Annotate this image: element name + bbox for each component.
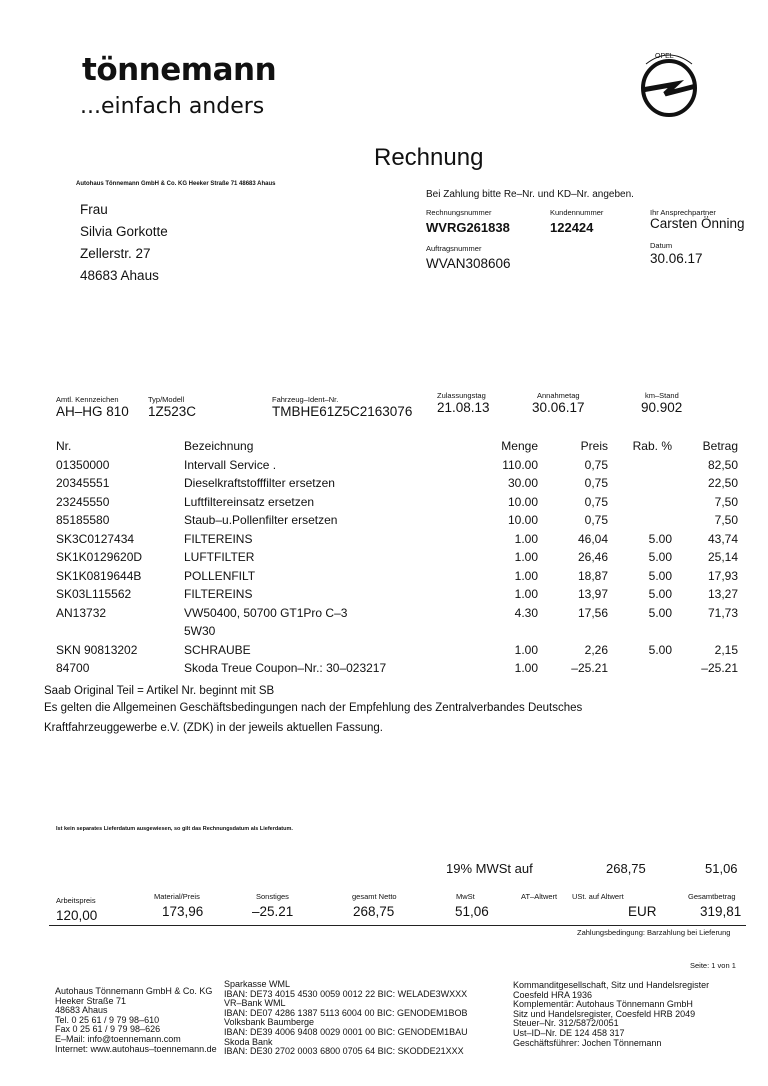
item-price — [538, 622, 608, 641]
vat-base-amount: 268,75 — [606, 861, 646, 876]
col-header-price: Preis — [580, 439, 608, 454]
recipient-city: 48683 Ahaus — [80, 268, 159, 283]
table-row — [56, 567, 738, 586]
item-quantity: 30.00 — [507, 476, 538, 491]
item-quantity: 4.30 — [514, 605, 538, 620]
item-discount — [608, 511, 672, 530]
vat-total-label: MwSt — [456, 892, 475, 901]
vehicle-type-label: Typ/Modell — [148, 395, 185, 404]
item-amount: 13,27 — [707, 587, 738, 602]
footer-legal-info: Kommanditgesellschaft, Sitz und Handelsregister Coesfeld HRA 1936 Komplementär: Autohaus Tönnemann GmbH Sitz und Handelsregister, Coesfeld HRB 2049 Steuer–Nr. 312/5872/0051 Ust–ID–Nr. DE 124 458 317 Geschäftsführer: Jochen Tönnemann — [513, 980, 710, 1048]
table-row — [56, 493, 738, 512]
item-amount: 7,50 — [714, 494, 738, 509]
material-price: 173,96 — [162, 904, 204, 919]
customer-number: 122424 — [550, 220, 594, 235]
item-discount — [608, 456, 672, 475]
company-slogan: ...einfach anders — [80, 94, 265, 119]
item-price: 0,75 — [584, 476, 608, 491]
item-discount: 5.00 — [648, 605, 672, 620]
table-row — [56, 548, 738, 567]
item-price: 0,75 — [584, 513, 608, 528]
company-logo-name: tönnemann — [82, 52, 277, 88]
col-header-discount: Rab. % — [632, 439, 672, 454]
payment-terms: Zahlungsbedingung: Barzahlung bei Lieferung — [577, 928, 731, 937]
core-value-vat-label: USt. auf Altwert — [572, 892, 624, 901]
invoice-date-label: Datum — [650, 241, 673, 250]
terms-note-line-1: Es gelten die Allgemeinen Geschäftsbedingungen nach der Empfehlung des Zentralverbandes Deutsches — [44, 702, 583, 714]
item-price: 13,97 — [577, 587, 608, 602]
item-amount — [672, 622, 738, 641]
item-nr: 01350000 — [56, 457, 110, 472]
opel-logo-text: OPEL — [655, 53, 674, 60]
item-discount — [608, 474, 672, 493]
col-header-description: Bezeichnung — [184, 439, 254, 454]
item-description: Staub–u.Pollenfilter ersetzen — [184, 513, 338, 528]
item-description: LUFTFILTER — [184, 550, 255, 565]
footer-company-address: Autohaus Tönnemann GmbH & Co. KG Heeker Straße 71 48683 Ahaus Tel. 0 25 61 / 9 79 98–610 Fax 0 25 61 / 9 79 98–626 E–Mail: info@toennemann.com Internet: www.autohaus–toennemann.de — [55, 986, 217, 1054]
col-header-quantity: Menge — [501, 439, 538, 454]
item-nr: 23245550 — [56, 494, 110, 509]
mileage: 90.902 — [641, 400, 683, 415]
item-description: Skoda Treue Coupon–Nr.: 30–023217 — [184, 661, 387, 676]
item-discount — [608, 622, 672, 641]
currency: EUR — [628, 904, 657, 919]
item-amount: 22,50 — [707, 476, 738, 491]
item-nr — [56, 622, 184, 641]
col-header-amount: Betrag — [702, 439, 738, 454]
item-quantity: 1.00 — [514, 550, 538, 565]
item-price: 46,04 — [577, 531, 608, 546]
contact-person-label: Ihr Ansprechpartner — [650, 208, 716, 217]
item-quantity: 10.00 — [507, 513, 538, 528]
recipient-name: Silvia Gorkotte — [80, 224, 168, 239]
item-discount: 5.00 — [648, 642, 672, 657]
order-number-label: Auftragsnummer — [426, 244, 482, 253]
item-discount: 5.00 — [648, 550, 672, 565]
item-price: 0,75 — [584, 457, 608, 472]
item-quantity: 1.00 — [514, 568, 538, 583]
labor-price: 120,00 — [56, 908, 98, 923]
core-value-label: AT–Altwert — [521, 892, 558, 901]
vehicle-type: 1Z523C — [148, 404, 197, 419]
table-row — [56, 530, 738, 549]
sender-line: Autohaus Tönnemann GmbH & Co. KG Heeker Straße 71 48683 Ahaus — [76, 181, 276, 187]
invoice-date: 30.06.17 — [650, 251, 703, 266]
item-quantity: 1.00 — [514, 531, 538, 546]
vehicle-ident-label: Fahrzeug–Ident–Nr. — [272, 395, 339, 404]
item-amount: 2,15 — [714, 642, 738, 657]
grand-total-label: Gesamtbetrag — [688, 892, 736, 901]
grand-total: 319,81 — [700, 904, 742, 919]
item-quantity — [484, 622, 538, 641]
page-number: Seite: 1 von 1 — [690, 961, 736, 970]
registration-date: 21.08.13 — [437, 400, 490, 415]
delivery-date-note: Ist kein separates Lieferdatum ausgewiesen, so gilt das Rechnungsdatum als Lieferdatum. — [56, 826, 293, 832]
item-discount — [608, 659, 672, 678]
item-nr: 84700 — [56, 661, 90, 676]
vehicle-ident: TMBHE61Z5C2163076 — [272, 404, 413, 419]
item-discount: 5.00 — [648, 531, 672, 546]
item-nr: SK3C0127434 — [56, 531, 135, 546]
acceptance-date: 30.06.17 — [532, 400, 585, 415]
saab-note: Saab Original Teil = Artikel Nr. beginnt mit SB — [44, 685, 275, 697]
labor-price-label: Arbeitspreis — [56, 896, 96, 905]
table-row — [56, 474, 738, 493]
vat-total: 51,06 — [455, 904, 489, 919]
other-amount: –25.21 — [252, 904, 294, 919]
item-amount: 7,50 — [714, 513, 738, 528]
license-plate-label: Amtl. Kennzeichen — [56, 395, 119, 404]
item-nr: AN13732 — [56, 605, 107, 620]
item-nr: SK1K0129620D — [56, 550, 143, 565]
table-header-row — [56, 437, 738, 456]
item-amount: 17,93 — [707, 568, 738, 583]
item-quantity: 1.00 — [514, 661, 538, 676]
material-price-label: Material/Preis — [154, 892, 200, 901]
vat-amount: 51,06 — [705, 861, 738, 876]
mileage-label: km–Stand — [645, 391, 679, 400]
item-nr: SKN 90813202 — [56, 642, 138, 657]
item-nr: 20345551 — [56, 476, 110, 491]
footer-bank-details: Sparkasse WML IBAN: DE73 4015 4530 0059 0012 22 BIC: WELADE3WXXX VR–Bank WML IBAN: DE07 4286 1387 5113 6004 00 BIC: GENODEM1BOB Volksbank Baumberge IBAN: DE39 4006 9408 0029 0001 00 BIC: GENODEM1BAU Skoda Bank IBAN: DE30 2702 0003 6800 0705 64 BIC: SKODDE21XXX — [224, 979, 468, 1057]
item-description: Dieselkraftstofffilter ersetzen — [184, 476, 335, 491]
item-price: 0,75 — [584, 494, 608, 509]
payment-reference-note: Bei Zahlung bitte Re–Nr. und KD–Nr. angeben. — [426, 189, 634, 200]
contact-person: Carsten Önning — [650, 216, 745, 231]
item-description: 5W30 — [184, 624, 216, 639]
item-description: POLLENFILT — [184, 568, 256, 583]
item-description: VW50400, 50700 GT1Pro C–3 — [184, 605, 348, 620]
item-amount: 43,74 — [707, 531, 738, 546]
item-quantity: 110.00 — [502, 457, 538, 472]
vat-rate-label: 19% MWSt auf — [446, 861, 533, 876]
net-total-label: gesamt Netto — [352, 892, 397, 901]
opel-logo-icon — [632, 40, 706, 122]
invoice-items-table — [56, 437, 738, 678]
recipient-street: Zellerstr. 27 — [80, 246, 151, 261]
order-number: WVAN308606 — [426, 256, 511, 271]
item-quantity: 1.00 — [514, 642, 538, 657]
item-nr: SK1K0819644B — [56, 568, 142, 583]
table-row — [56, 622, 738, 641]
customer-number-label: Kundennummer — [550, 208, 604, 217]
invoice-number: WVRG261838 — [426, 220, 510, 235]
item-price: 17,56 — [577, 605, 608, 620]
table-row — [56, 456, 738, 475]
other-label: Sonstiges — [256, 892, 289, 901]
item-price: 2,26 — [584, 642, 608, 657]
item-description: SCHRAUBE — [184, 642, 251, 657]
license-plate: AH–HG 810 — [56, 404, 129, 419]
table-row — [56, 659, 738, 678]
invoice-number-label: Rechnungsnummer — [426, 208, 492, 217]
table-row — [56, 641, 738, 660]
item-price: 18,87 — [577, 568, 608, 583]
acceptance-date-label: Annahmetag — [537, 391, 580, 400]
recipient-salutation: Frau — [80, 202, 108, 217]
item-description: FILTEREINS — [184, 531, 253, 546]
col-header-nr: Nr. — [56, 439, 72, 454]
document-title: Rechnung — [374, 144, 484, 171]
item-price: –25.21 — [571, 661, 608, 676]
item-nr: SK03L115562 — [56, 587, 132, 602]
registration-date-label: Zulassungstag — [437, 391, 486, 400]
item-nr: 85185580 — [56, 513, 110, 528]
net-total: 268,75 — [353, 904, 395, 919]
item-discount: 5.00 — [648, 587, 672, 602]
terms-note-line-2: Kraftfahrzeuggewerbe e.V. (ZDK) in der jeweils aktuellen Fassung. — [44, 722, 383, 734]
item-quantity: 10.00 — [507, 494, 538, 509]
item-description: Intervall Service . — [184, 457, 277, 472]
item-amount: –25.21 — [701, 661, 738, 676]
item-amount: 25,14 — [707, 550, 738, 565]
table-row — [56, 511, 738, 530]
item-discount: 5.00 — [648, 568, 672, 583]
item-description: Luftfiltereinsatz ersetzen — [184, 494, 315, 509]
totals-divider — [49, 925, 746, 926]
item-price: 26,46 — [577, 550, 608, 565]
item-amount: 82,50 — [707, 457, 738, 472]
table-row — [56, 604, 738, 623]
table-row — [56, 585, 738, 604]
item-amount: 71,73 — [707, 605, 738, 620]
item-discount — [608, 493, 672, 512]
item-quantity: 1.00 — [514, 587, 538, 602]
item-description: FILTEREINS — [184, 587, 253, 602]
